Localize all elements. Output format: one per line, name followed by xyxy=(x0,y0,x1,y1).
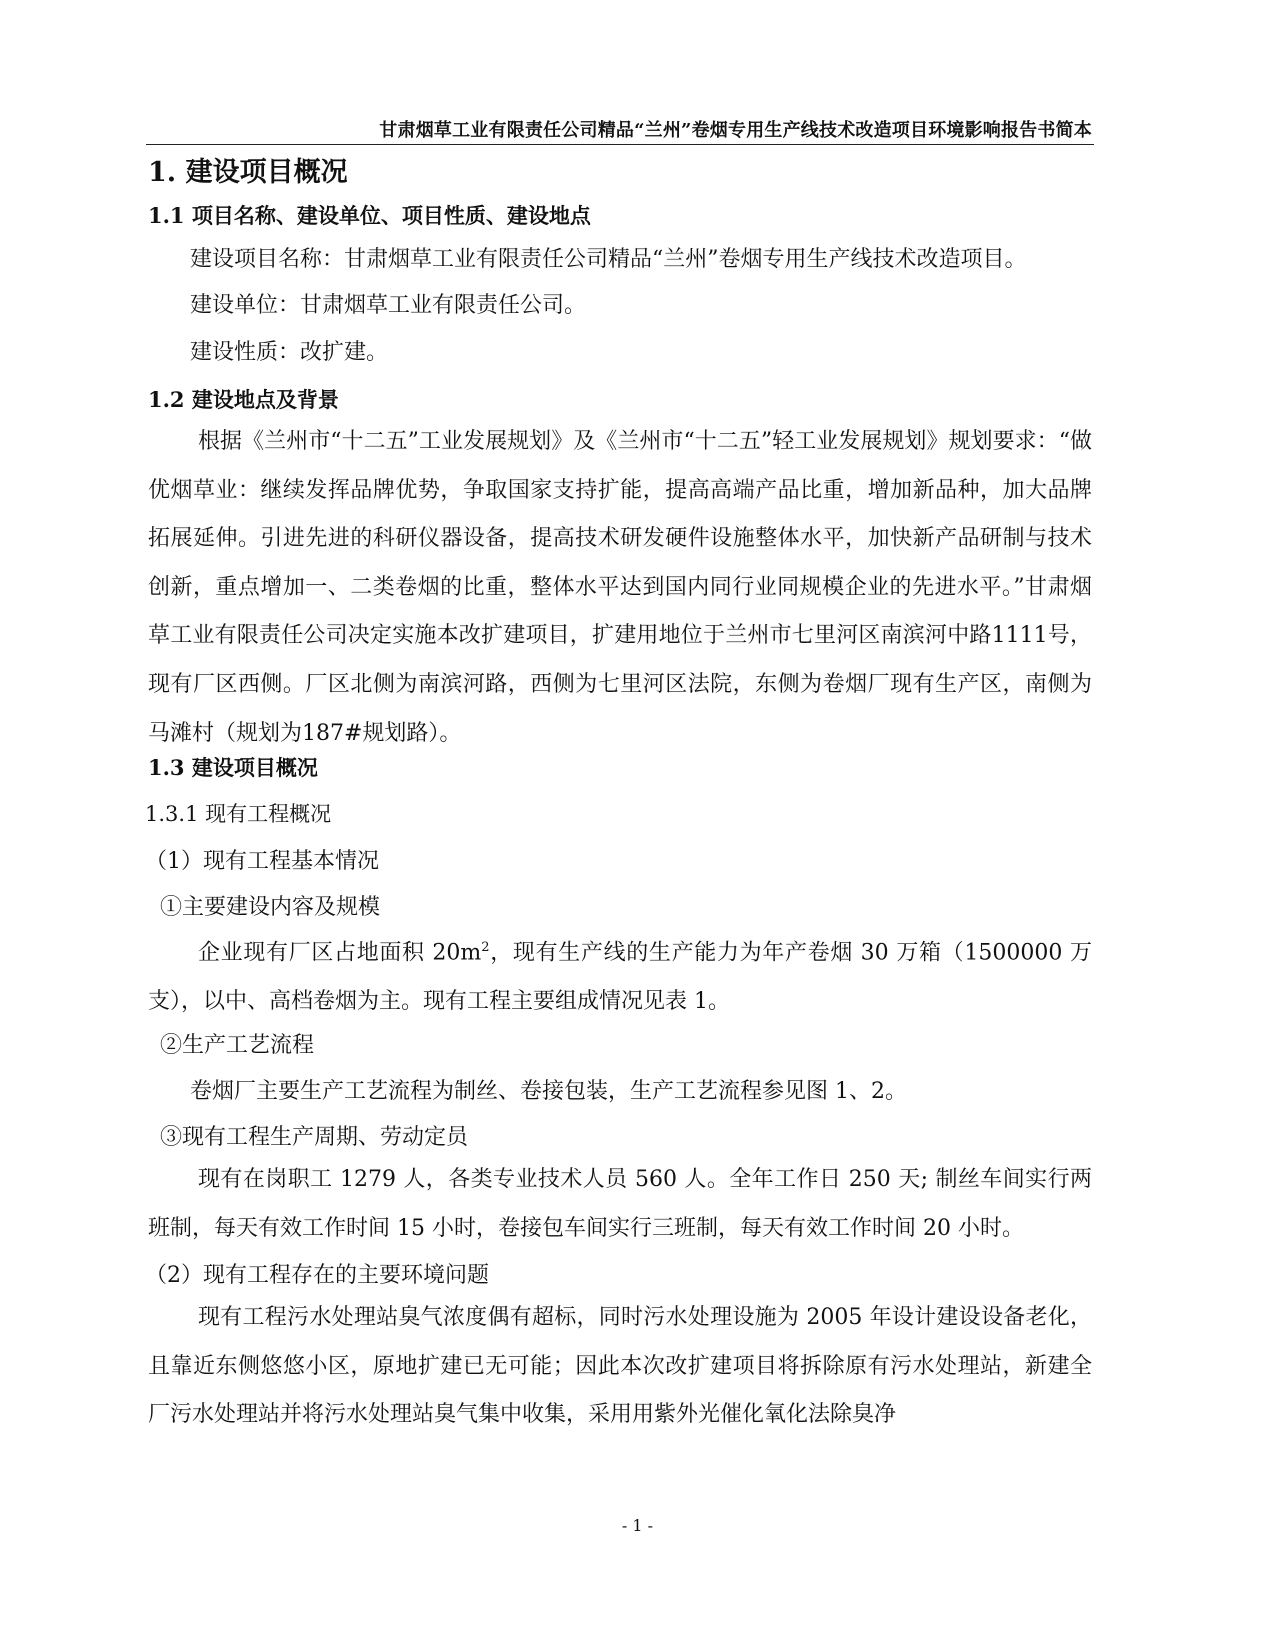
running-header: 甘肃烟草工业有限责任公司精品“兰州”卷烟专用生产线技术改造项目环境影响报告书简本 xyxy=(379,120,1092,141)
scale-text-before: 企业现有厂区占地面积 20m xyxy=(198,940,482,966)
section-heading-1-3: 1.3 建设项目概况 xyxy=(148,755,318,780)
circle-item-2: ②生产工艺流程 xyxy=(160,1033,315,1058)
circle-item-1: ①主要建设内容及规模 xyxy=(160,895,381,920)
section-heading-1: 1. 建设项目概况 xyxy=(148,157,348,188)
scale-paragraph xyxy=(148,924,1092,1027)
circle-item-3: ③现有工程生产周期、劳动定员 xyxy=(160,1125,469,1150)
item-1-heading: （1）现有工程基本情况 xyxy=(145,849,379,874)
builder-line: 建设单位：甘肃烟草工业有限责任公司。 xyxy=(190,293,587,318)
staff-paragraph: 现有在岗职工 1279 人，各类专业技术人员 560 人。全年工作日 250 天; 制丝车间实行两班制，每天有效工作时间 15 小时，卷接包车间实行三班制，每天有效工作时间 20 小时。 xyxy=(148,1167,1092,1241)
project-name-line: 建设项目名称：甘肃烟草工业有限责任公司精品“兰州”卷烟专用生产线技术改造项目。 xyxy=(190,247,1027,272)
section-heading-1-1: 1.1 项目名称、建设单位、项目性质、建设地点 xyxy=(148,203,591,228)
area-superscript: 2 xyxy=(481,940,490,955)
subsection-1-3-1: 1.3.1 现有工程概况 xyxy=(145,802,332,826)
process-paragraph: 卷烟厂主要生产工艺流程为制丝、卷接包装，生产工艺流程参见图 1、2。 xyxy=(190,1079,907,1104)
item-2-heading: （2）现有工程存在的主要环境问题 xyxy=(145,1263,489,1288)
nature-line: 建设性质：改扩建。 xyxy=(190,340,389,365)
page-number: - 1 - xyxy=(621,1516,654,1535)
issue-paragraph: 现有工程污水处理站臭气浓度偶有超标，同时污水处理设施为 2005 年设计建设设备老化，且靠近东侧悠悠小区，原地扩建已无可能；因此本次改扩建项目将拆除原有污水处理站，新建全厂污水处理站并将污水处理站臭气集中收集，采用用紫外光催化氧化法除臭净 xyxy=(148,1305,1092,1428)
section-heading-1-2: 1.2 建设地点及背景 xyxy=(148,387,339,412)
scale-text-after: ，现有生产线的生产能力为年产卷烟 30 万箱（1500000 万支），以中、高档卷烟为主。现有工程主要组成情况见表 1。 xyxy=(148,940,1092,1014)
background-paragraph: 根据《兰州市“十二五”工业发展规划》及《兰州市“十二五”轻工业发展规划》规划要求：“做优烟草业：继续发挥品牌优势，争取国家支持扩能，提高高端产品比重，增加新品种，加大品牌拓展延伸。引进先进的科研仪器设备，提高技术研发硬件设施整体水平，加快新产品研制与技术创新，重点增加一、二类卷烟的比重，整体水平达到国内同行业同规模企业的先进水平。”甘肃烟草工业有限责任公司决定实施本改扩建项目，扩建用地位于兰州市七里河区南滨河中路1111号，现有厂区西侧。厂区北侧为南滨河路，西侧为七里河区法院，东侧为卷烟厂现有生产区，南侧为马滩村（规划为187#规划路）。 xyxy=(148,429,1092,746)
header-rule xyxy=(146,144,1094,145)
